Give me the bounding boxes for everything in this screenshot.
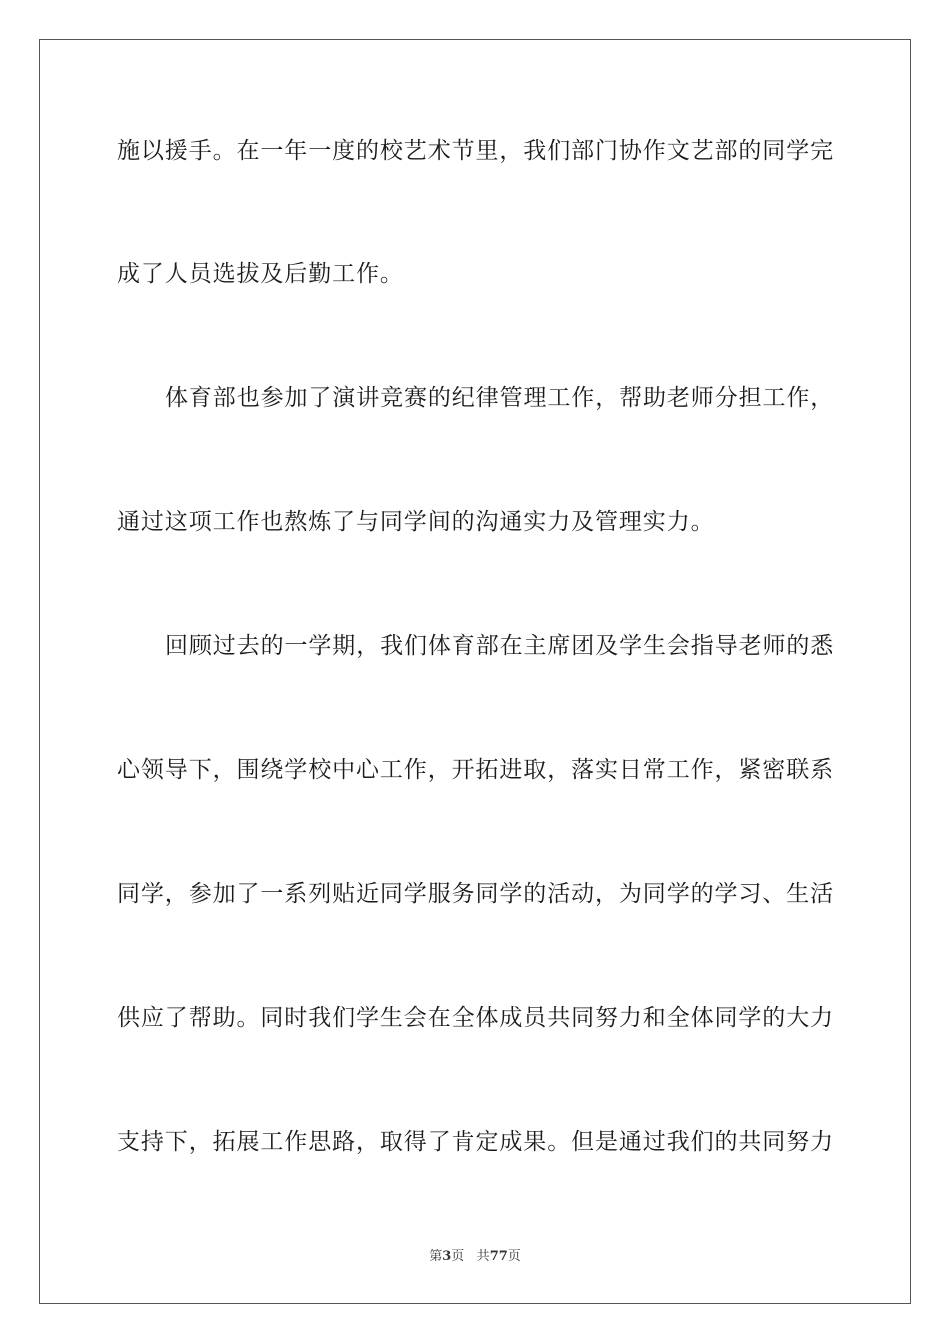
text-line: 支持下，拓展工作思路，取得了肯定成果。但是通过我们的共同努力	[117, 1129, 834, 1155]
footer-total-prefix: 共	[476, 1249, 490, 1264]
text-line: 通过这项工作也熬炼了与同学间的沟通实力及管理实力。	[117, 509, 715, 535]
text-line: 同学，参加了一系列贴近同学服务同学的活动，为同学的学习、生活	[117, 881, 834, 907]
footer-total-suffix: 页	[507, 1249, 521, 1264]
page-border	[39, 39, 911, 1304]
footer-prefix: 第	[429, 1249, 443, 1264]
text-line: 供应了帮助。同时我们学生会在全体成员共同努力和全体同学的大力	[117, 1005, 834, 1031]
text-line: 施以援手。在一年一度的校艺术节里，我们部门协作文艺部的同学完	[117, 138, 834, 164]
paragraph-start-line: 体育部也参加了演讲竞赛的纪律管理工作，帮助老师分担工作，	[165, 385, 835, 411]
text-line: 成了人员选拔及后勤工作。	[117, 261, 404, 287]
current-page-number: 3	[442, 1249, 452, 1264]
text-line: 心领导下，围绕学校中心工作，开拓进取，落实日常工作，紧密联系	[117, 757, 834, 783]
paragraph-start-line: 回顾过去的一学期，我们体育部在主席团及学生会指导老师的悉	[165, 633, 835, 659]
footer-page-suffix: 页	[451, 1249, 465, 1264]
page-footer	[0, 1248, 950, 1266]
total-page-count: 77	[489, 1249, 508, 1264]
